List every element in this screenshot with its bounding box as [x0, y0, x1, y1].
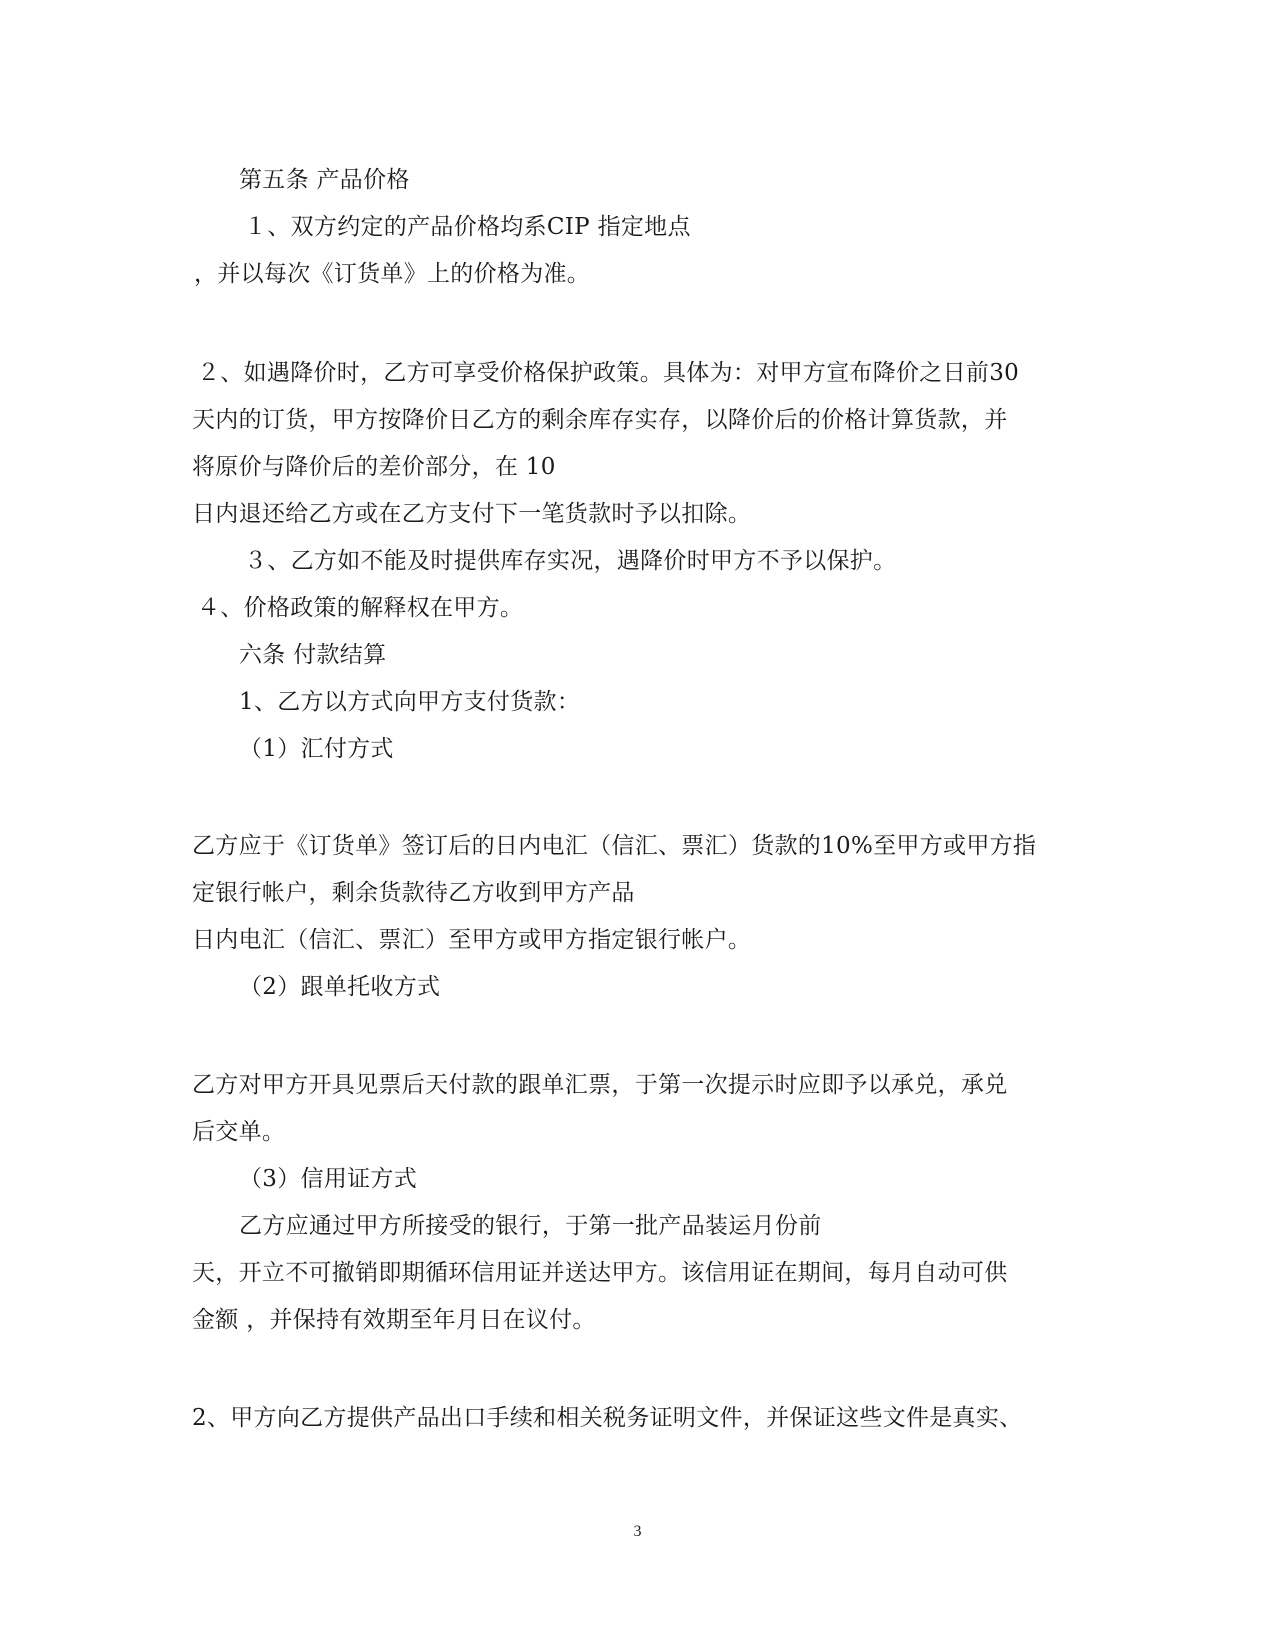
subsection-heading: （3）信用证方式: [239, 1166, 418, 1192]
paragraph-line: 乙方应于《订货单》签订后的日内电汇（信汇、票汇）货款的10%至甲方或甲方指: [192, 833, 1037, 859]
paragraph-line: 日内电汇（信汇、票汇）至甲方或甲方指定银行帐户。: [192, 927, 752, 953]
article-6-heading: 六条 付款结算: [239, 642, 387, 668]
paragraph-line: 定银行帐户，剩余货款待乙方收到甲方产品: [192, 880, 635, 906]
paragraph-line: ３、乙方如不能及时提供库存实况，遇降价时甲方不予以保护。: [244, 548, 897, 574]
paragraph-line: 1、乙方以方式向甲方支付货款：: [239, 689, 581, 715]
paragraph-line: 将原价与降价后的差价部分，在 10: [192, 454, 556, 480]
paragraph-line: 后交单。: [192, 1119, 286, 1145]
subsection-heading: （2）跟单托收方式: [239, 974, 441, 1000]
paragraph-line: ４、价格政策的解释权在甲方。: [197, 595, 524, 621]
paragraph-line: 天内的订货，甲方按降价日乙方的剩余库存实存，以降价后的价格计算货款，并: [192, 407, 1008, 433]
paragraph-line: 日内退还给乙方或在乙方支付下一笔货款时予以扣除。: [192, 501, 752, 527]
page-number: 3: [633, 1523, 642, 1540]
paragraph-line: 乙方应通过甲方所接受的银行，于第一批产品装运月份前: [239, 1213, 822, 1239]
subsection-heading: （1）汇付方式: [239, 736, 394, 762]
paragraph-line: 2、甲方向乙方提供产品出口手续和相关税务证明文件，并保证这些文件是真实、: [192, 1405, 1023, 1431]
paragraph-line: 金额 ，并保持有效期至年月日在议付。: [192, 1307, 596, 1333]
paragraph-line: 乙方对甲方开具见票后天付款的跟单汇票，于第一次提示时应即予以承兑，承兑: [192, 1072, 1008, 1098]
article-5-heading: 第五条 产品价格: [239, 167, 410, 193]
paragraph-line: ，并以每次《订货单》上的价格为准。: [194, 261, 591, 287]
paragraph-line: １、双方约定的产品价格均系CIP 指定地点: [244, 214, 691, 240]
paragraph-line: ２、如遇降价时，乙方可享受价格保护政策。具体为：对甲方宣布降价之日前30: [197, 360, 1020, 386]
paragraph-line: 天，开立不可撤销即期循环信用证并送达甲方。该信用证在期间，每月自动可供: [192, 1260, 1008, 1286]
